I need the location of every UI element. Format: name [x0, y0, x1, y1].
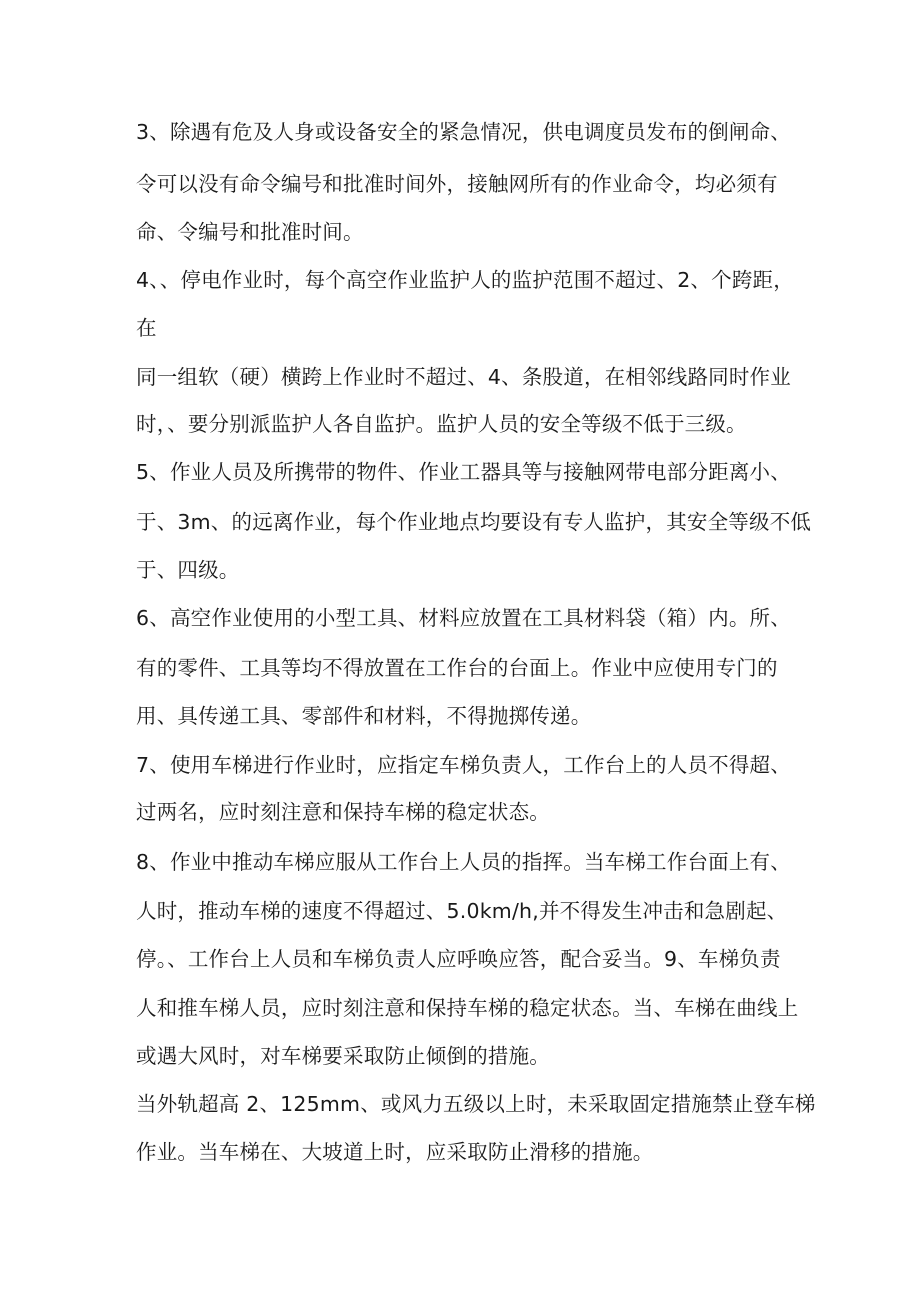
text-line: 人和推车梯人员，应时刻注意和保持车梯的稳定状态。当、车梯在曲线上	[136, 996, 799, 1020]
text-line: 时，、要分别派监护人各自监护。监护人员的安全等级不低于三级。	[136, 412, 747, 436]
text-line: 令可以没有命令编号和批准时间外，接触网所有的作业命令，均必须有	[136, 172, 778, 196]
text-line: 用、具传递工具、零部件和材料，不得抛掷传递。	[136, 704, 592, 728]
text-line: 停。、工作台上人员和车梯负责人应呼唤应答，配合妥当。9、车梯负责	[136, 947, 781, 971]
text-line: 4、、停电作业时，每个高空作业监护人的监护范围不超过、2、个跨距，	[136, 268, 794, 292]
text-line: 5、作业人员及所携带的物件、作业工器具等与接触网带电部分距离小、	[136, 460, 791, 484]
text-line: 于、四级。	[136, 558, 240, 582]
text-line: 作业。当车梯在、大坡道上时，应采取防止滑移的措施。	[136, 1140, 654, 1164]
text-line: 3、除遇有危及人身或设备安全的紧急情况，供电调度员发布的倒闸命、	[136, 120, 791, 144]
text-line: 有的零件、工具等均不得放置在工作台的台面上。作业中应使用专门的	[136, 656, 778, 680]
text-line: 7、使用车梯进行作业时，应指定车梯负责人，工作台上的人员不得超、	[136, 753, 791, 777]
text-line: 8、作业中推动车梯应服从工作台上人员的指挥。当车梯工作台面上有、	[136, 850, 791, 874]
text-line: 在	[136, 316, 157, 340]
text-line: 同一组软（硬）横跨上作业时不超过、4、条股道，在相邻线路同时作业	[136, 365, 791, 389]
text-line: 6、高空作业使用的小型工具、材料应放置在工具材料袋（箱）内。所、	[136, 606, 791, 630]
text-line: 命、令编号和批准时间。	[136, 220, 364, 244]
text-line: 或遇大风时，对车梯要采取防止倾倒的措施。	[136, 1044, 550, 1068]
text-line: 于、3m、的远离作业，每个作业地点均要设有专人监护，其安全等级不低	[136, 510, 812, 534]
text-line: 当外轨超高 2、125mm、或风力五级以上时，未采取固定措施禁止登车梯	[136, 1092, 816, 1116]
text-line: 人时，推动车梯的速度不得超过、5.0km∕h,并不得发生冲击和急剧起、	[136, 899, 788, 923]
text-line: 过两名，应时刻注意和保持车梯的稳定状态。	[136, 800, 550, 824]
